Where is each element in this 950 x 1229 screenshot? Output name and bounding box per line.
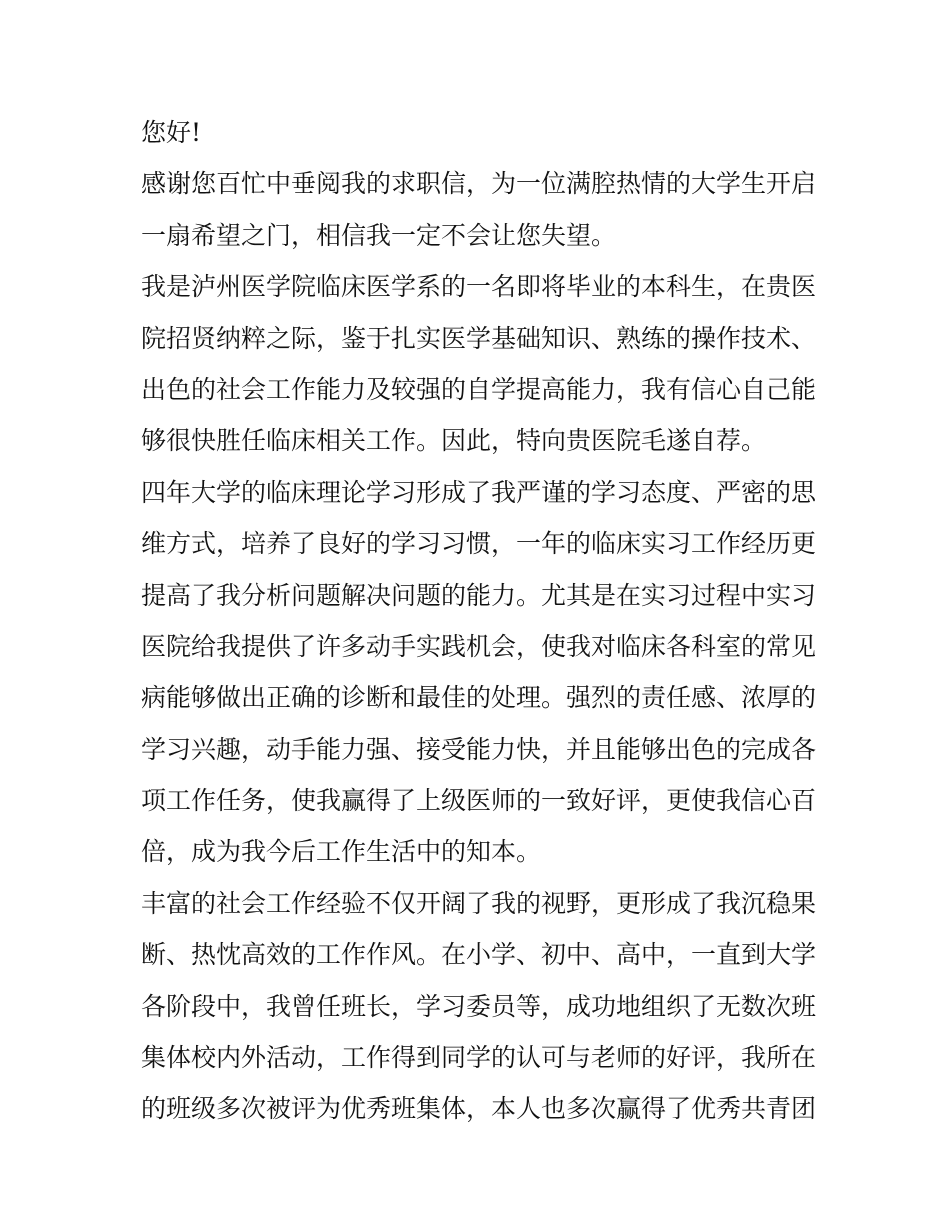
text-line: 院招贤纳粹之际，鉴于扎实医学基础知识、熟练的操作技术、: [141, 323, 817, 353]
text-line: 一扇希望之门，相信我一定不会让您失望。: [141, 220, 617, 250]
text-line: 病能够做出正确的诊断和最佳的处理。强烈的责任感、浓厚的: [141, 683, 817, 713]
text-line: 断、热忱高效的工作作风。在小学、初中、高中，一直到大学: [141, 940, 817, 970]
text-line: 的班级多次被评为优秀班集体，本人也多次赢得了优秀共青团: [141, 1094, 817, 1124]
text-line: 项工作任务，使我赢得了上级医师的一致好评，更使我信心百: [141, 786, 817, 816]
text-line: 倍，成为我今后工作生活中的知本。: [141, 837, 542, 867]
text-line: 学习兴趣，动手能力强、接受能力快，并且能够出色的完成各: [141, 734, 817, 764]
letter-body: [141, 107, 821, 1135]
text-line: 提高了我分析问题解决问题的能力。尤其是在实习过程中实习: [141, 580, 817, 610]
text-line: 出色的社会工作能力及较强的自学提高能力，我有信心自己能: [141, 374, 817, 404]
text-line: 四年大学的临床理论学习形成了我严谨的学习态度、严密的思: [141, 477, 817, 507]
text-line: 各阶段中，我曾任班长，学习委员等，成功地组织了无数次班: [141, 991, 817, 1021]
text-line: 感谢您百忙中垂阅我的求职信，为一位满腔热情的大学生开启: [141, 169, 817, 199]
text-line: 我是泸州医学院临床医学系的一名即将毕业的本科生，在贵医: [141, 272, 817, 302]
text-line: 够很快胜任临床相关工作。因此，特向贵医院毛遂自荐。: [141, 426, 767, 456]
text-line: 维方式，培养了良好的学习习惯，一年的临床实习工作经历更: [141, 529, 817, 559]
text-line: 丰富的社会工作经验不仅开阔了我的视野，更形成了我沉稳果: [141, 888, 817, 918]
greeting-line: 您好!: [141, 118, 202, 147]
text-line: 医院给我提供了许多动手实践机会，使我对临床各科室的常见: [141, 631, 817, 661]
text-line: 集体校内外活动，工作得到同学的认可与老师的好评，我所在: [141, 1043, 817, 1073]
